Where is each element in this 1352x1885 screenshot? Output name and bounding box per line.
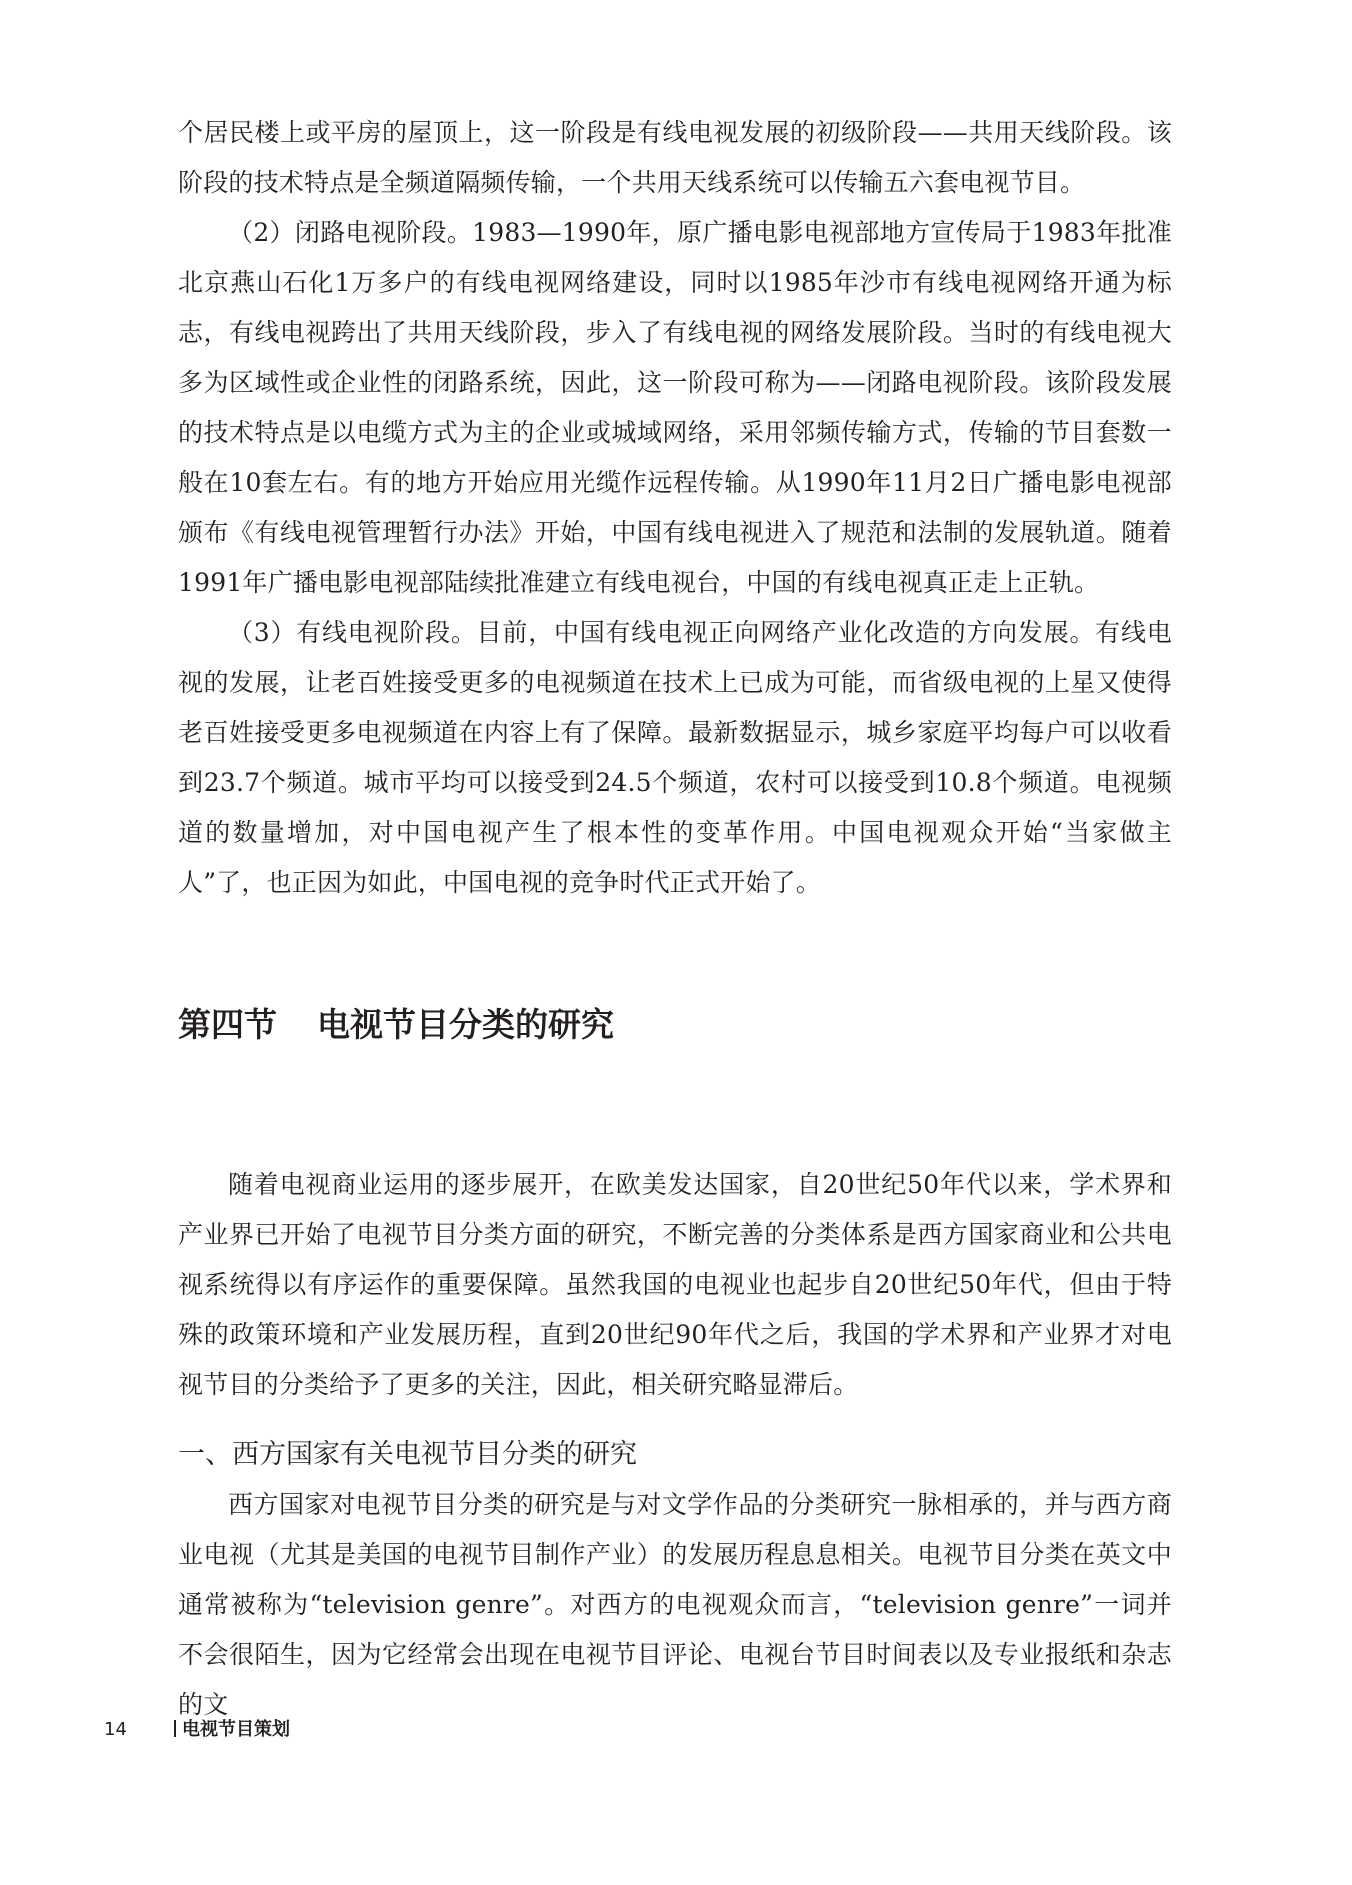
section-heading: [178, 1000, 614, 1050]
paragraph-closed-circuit-stage: （2）闭路电视阶段。1983—1990年，原广播电影电视部地方宣传局于1983年批准北京燕山石化1万多户的有线电视网络建设，同时以1985年沙市有线电视网络开通为标志，有线电视跨出了共用天线阶段，步入了有线电视的网络发展阶段。当时的有线电视大多为区域性或企业性的闭路系统，因此，这一阶段可称为——闭路电视阶段。该阶段发展的技术特点是以电缆方式为主的企业或城域网络，采用邻频传输方式，传输的节目套数一般在10套左右。有的地方开始应用光缆作远程传输。从1990年11月2日广播电影电视部颁布《有线电视管理暂行办法》开始，中国有线电视进入了规范和法制的发展轨道。随着1991年广播电影电视部陆续批准建立有线电视台，中国的有线电视真正走上正轨。: [178, 218, 1172, 597]
subsection-heading: 一、西方国家有关电视节目分类的研究: [178, 1439, 637, 1470]
footer-divider: [174, 1720, 176, 1737]
body-text-subsection: [178, 1480, 1172, 1730]
body-text-section: [178, 1160, 1172, 1410]
book-title: 电视节目策划: [182, 1719, 290, 1740]
section-title: 电视节目分类的研究: [317, 1005, 614, 1044]
section-number: 第四节: [178, 1005, 277, 1044]
page-footer: [104, 1718, 290, 1742]
body-text-top: [178, 108, 1172, 908]
paragraph-cable-tv-stage: （3）有线电视阶段。目前，中国有线电视正向网络产业化改造的方向发展。有线电视的发展，让老百姓接受更多的电视频道在技术上已成为可能，而省级电视的上星又使得老百姓接受更多电视频道在内容上有了保障。最新数据显示，城乡家庭平均每户可以收看到23.7个频道。城市平均可以接受到24.5个频道，农村可以接受到10.8个频道。电视频道的数量增加，对中国电视产生了根本性的变革作用。中国电视观众开始“当家做主人”了，也正因为如此，中国电视的竞争时代正式开始了。: [178, 618, 1172, 897]
paragraph-continued: 个居民楼上或平房的屋顶上，这一阶段是有线电视发展的初级阶段——共用天线阶段。该阶段的技术特点是全频道隔频传输，一个共用天线系统可以传输五六套电视节目。: [178, 118, 1172, 197]
paragraph-intro: 随着电视商业运用的逐步展开，在欧美发达国家，自20世纪50年代以来，学术界和产业界已开始了电视节目分类方面的研究，不断完善的分类体系是西方国家商业和公共电视系统得以有序运作的重要保障。虽然我国的电视业也起步自20世纪50年代，但由于特殊的政策环境和产业发展历程，直到20世纪90年代之后，我国的学术界和产业界才对电视节目的分类给予了更多的关注，因此，相关研究略显滞后。: [178, 1170, 1172, 1399]
page-number: 14: [104, 1719, 127, 1740]
paragraph-western-research: 西方国家对电视节目分类的研究是与对文学作品的分类研究一脉相承的，并与西方商业电视（尤其是美国的电视节目制作产业）的发展历程息息相关。电视节目分类在英文中通常被称为“television genre”。对西方的电视观众而言，“television genre”一词并不会很陌生，因为它经常会出现在电视节目评论、电视台节目时间表以及专业报纸和杂志的文: [178, 1490, 1172, 1719]
